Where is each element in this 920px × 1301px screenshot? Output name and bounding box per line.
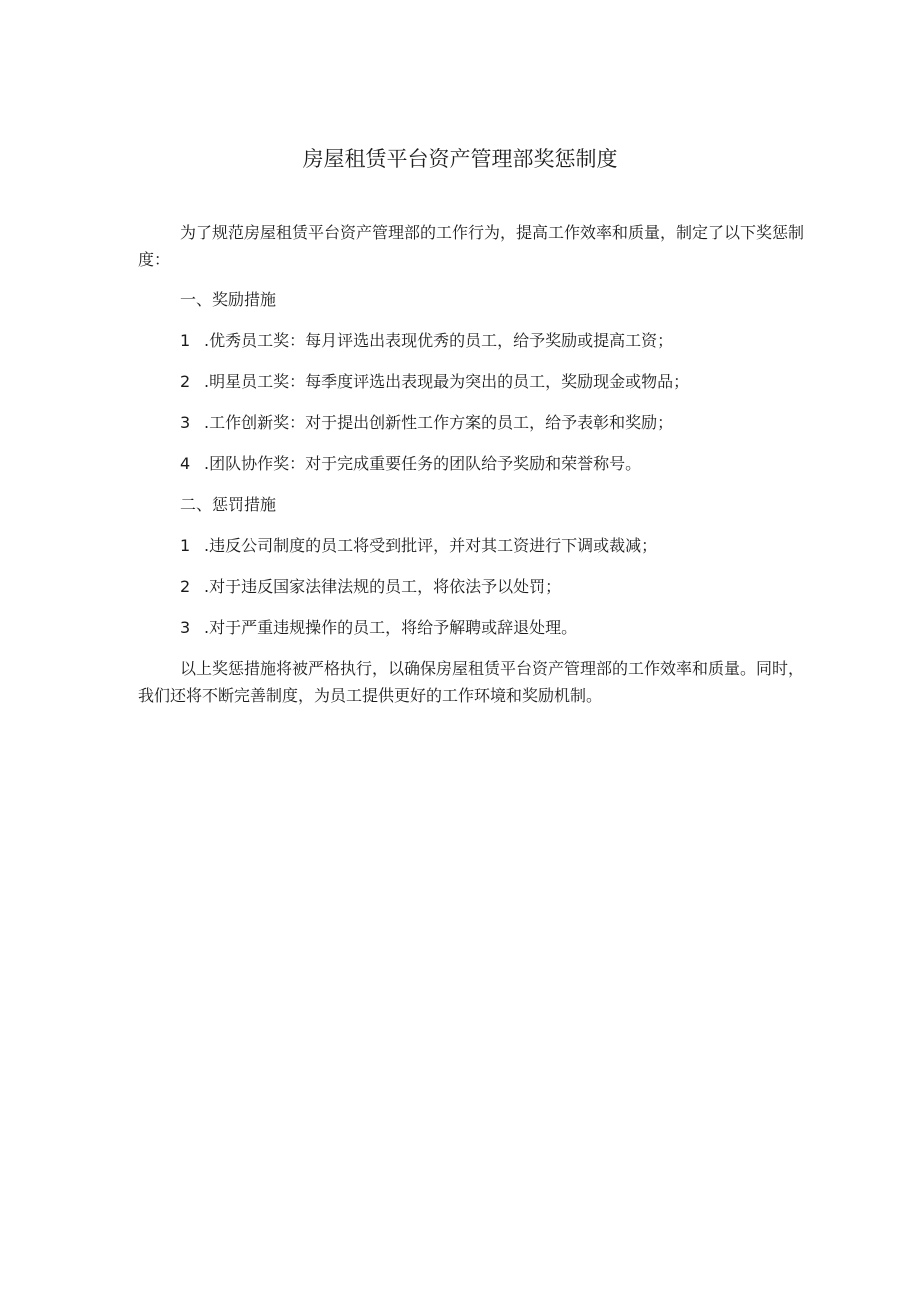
item-number: 2 bbox=[180, 372, 191, 391]
list-item bbox=[138, 450, 806, 477]
list-item bbox=[138, 532, 806, 559]
closing-paragraph: 以上奖惩措施将被严格执行，以确保房屋租赁平台资产管理部的工作效率和质量。同时，我们还将不断完善制度，为员工提供更好的工作环境和奖励机制。 bbox=[138, 659, 805, 705]
item-number: 1 bbox=[180, 331, 191, 350]
item-number: 2 bbox=[180, 577, 191, 596]
list-item bbox=[138, 327, 806, 354]
item-text: .对于违反国家法律法规的员工，将依法予以处罚； bbox=[204, 577, 562, 596]
document-body bbox=[138, 219, 806, 709]
list-item bbox=[138, 409, 806, 436]
item-number: 3 bbox=[180, 413, 191, 432]
page-title: 房屋租赁平台资产管理部奖惩制度 bbox=[302, 147, 618, 171]
list-item bbox=[138, 368, 806, 395]
item-text: .优秀员工奖：每月评选出表现优秀的员工，给予奖励或提高工资； bbox=[204, 331, 674, 350]
list-item bbox=[138, 573, 806, 600]
item-number: 1 bbox=[180, 536, 191, 555]
section-heading-penalties: 二、惩罚措施 bbox=[180, 495, 277, 514]
item-text: .违反公司制度的员工将受到批评，并对其工资进行下调或裁减； bbox=[204, 536, 658, 555]
item-number: 4 bbox=[180, 454, 191, 473]
item-text: .团队协作奖：对于完成重要任务的团队给予奖励和荣誉称号。 bbox=[204, 454, 642, 473]
item-text: .工作创新奖：对于提出创新性工作方案的员工，给予表彰和奖励； bbox=[204, 413, 674, 432]
item-text: .对于严重违规操作的员工，将给予解聘或辞退处理。 bbox=[204, 618, 578, 637]
intro-paragraph: 为了规范房屋租赁平台资产管理部的工作行为，提高工作效率和质量，制定了以下奖惩制度： bbox=[138, 223, 805, 269]
item-text: .明星员工奖：每季度评选出表现最为突出的员工，奖励现金或物品； bbox=[204, 372, 690, 391]
item-number: 3 bbox=[180, 618, 191, 637]
section-heading-rewards: 一、奖励措施 bbox=[180, 290, 277, 309]
list-item bbox=[138, 614, 806, 641]
